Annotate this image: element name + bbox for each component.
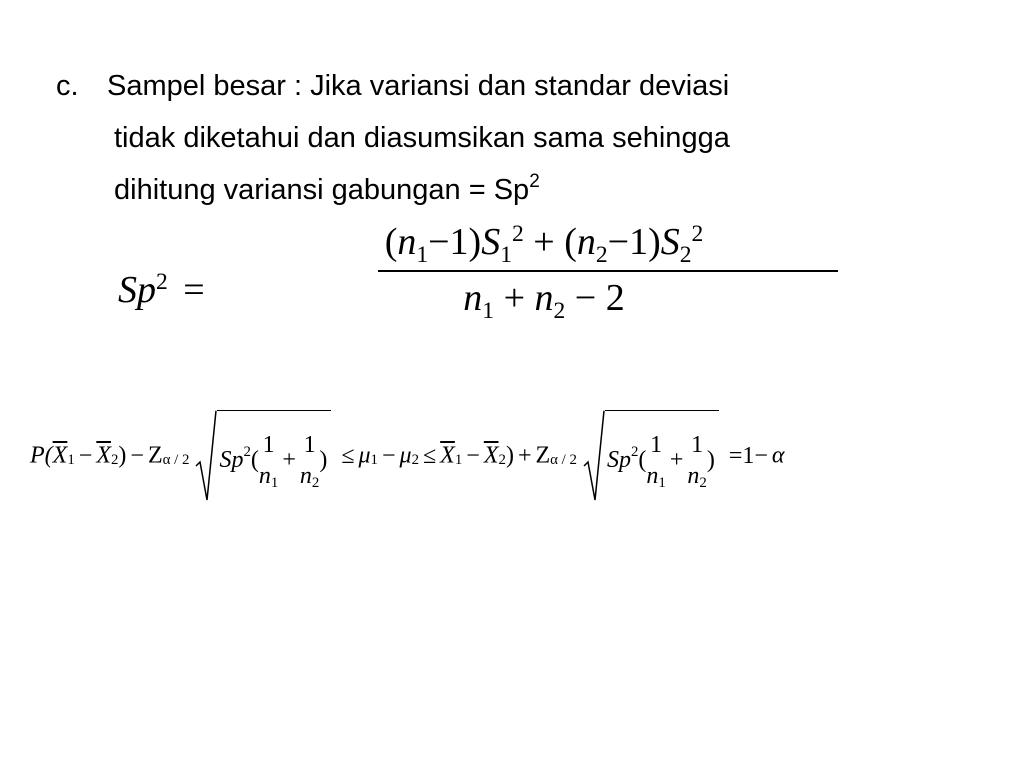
ci-Z-left-sub: α / 2 <box>162 452 190 469</box>
bullet-line-3-superscript: 2 <box>529 171 540 192</box>
ci-Z-right-sub: α / 2 <box>550 452 577 469</box>
bullet-line-1: Sampel besar : Jika variansi dan standar deviasi <box>107 70 730 102</box>
ci-xbar1-right: $\overline{X}$ <box>440 442 455 469</box>
ci-paren-close-right: ) <box>706 447 715 473</box>
ci-frac-1-right <box>646 432 665 490</box>
ci-xbar1-right-sub: 1 <box>454 452 463 469</box>
ci-mu1-sub: 1 <box>370 452 378 469</box>
num-S2-exp: 2 <box>691 221 704 248</box>
den-n1-var: n <box>463 277 483 319</box>
ci-equals-one-minus: =1− <box>728 442 768 469</box>
ci-xbar1-left: $\overline{X}$ <box>52 442 68 469</box>
num-n1-var: n <box>397 221 417 263</box>
ci-plus-left: + <box>282 447 296 473</box>
frac-num: 1 <box>650 431 663 458</box>
bullet-line-2: tidak diketahui dan diasumsikan sama sehingga <box>114 122 730 154</box>
ci-Sp-right-exp: 2 <box>630 443 639 460</box>
ci-radicand-left <box>217 410 331 502</box>
bullet-paragraph <box>56 60 956 216</box>
formula1-lhs <box>118 268 211 312</box>
frac-den-var: n <box>299 462 312 489</box>
num-S1-sub: 1 <box>500 241 512 268</box>
frac-num: 1 <box>691 431 704 458</box>
den-n2-sub: 2 <box>553 297 566 324</box>
ci-Sp-right: Sp <box>606 447 631 473</box>
ci-minus-3: − <box>466 442 480 469</box>
formula1-fraction <box>248 220 840 324</box>
ci-plus-Z: + <box>517 442 532 469</box>
num-n1-sub: 1 <box>416 241 429 268</box>
ci-minus-mu: − <box>381 442 396 469</box>
radical-sign-icon <box>195 410 217 502</box>
confidence-interval-formula <box>30 382 1000 492</box>
num-plus-open: + ( <box>533 221 577 263</box>
ci-leq-2: ≤ <box>423 442 437 469</box>
formula1-denominator <box>248 272 840 324</box>
ci-paren-open-right: ( <box>638 447 647 473</box>
ci-frac-1-left <box>259 432 278 490</box>
frac-den-sub: 1 <box>658 475 666 492</box>
num-S2-var: S <box>660 221 680 263</box>
ci-frac-2-right <box>687 432 706 490</box>
frac-den <box>687 461 706 490</box>
ci-Z-right: Z <box>535 442 551 469</box>
radical-sign-icon <box>583 410 605 502</box>
ci-close-1: ) <box>118 442 127 469</box>
formula1-lhs-exp: 2 <box>156 269 168 296</box>
den-minus-two: − 2 <box>574 277 625 319</box>
formula1-lhs-var: Sp <box>118 269 156 311</box>
num-n2-sub: 2 <box>595 241 608 268</box>
frac-den <box>259 461 278 490</box>
frac-num: 1 <box>303 431 316 458</box>
num-open-paren: ( <box>384 221 398 263</box>
bullet-line-3 <box>56 164 956 216</box>
ci-sqrt-right <box>583 410 719 502</box>
frac-num: 1 <box>262 431 275 458</box>
ci-xbar2-left: $\overline{X}$ <box>96 442 111 469</box>
num-n2-var: n <box>576 221 596 263</box>
num-minus-one-1: −1) <box>428 221 482 263</box>
ci-xbar2-right: $\overline{X}$ <box>483 442 499 469</box>
ci-P-open: P( <box>30 442 53 469</box>
bullet-marker: c. <box>56 70 79 102</box>
ci-paren-open-left: ( <box>250 447 259 473</box>
frac-den-var: n <box>258 462 271 489</box>
formula1-equals: = <box>183 269 205 311</box>
ci-plus-right: + <box>669 447 684 473</box>
ci-Sp-left: Sp <box>219 447 244 473</box>
formula1-numerator <box>248 220 840 270</box>
num-S1-var: S <box>481 221 501 263</box>
ci-paren-close-left: ) <box>319 447 328 473</box>
num-minus-one-2: −1) <box>607 221 661 263</box>
ci-sqrt-left <box>195 410 331 502</box>
frac-den <box>300 461 319 490</box>
frac-den-var: n <box>687 462 700 489</box>
num-S2-sub: 2 <box>679 241 692 268</box>
den-n1-sub: 1 <box>482 297 495 324</box>
ci-frac-2-left <box>300 432 319 490</box>
num-S1-exp: 2 <box>512 221 524 248</box>
ci-minus-2: − <box>130 442 144 469</box>
ci-alpha: α <box>771 442 785 469</box>
den-plus: + <box>503 277 525 319</box>
ci-close-2: ) <box>505 442 514 469</box>
ci-radicand-right <box>605 410 719 502</box>
ci-minus-1: − <box>78 442 93 469</box>
frac-den <box>646 461 665 490</box>
frac-den-sub: 1 <box>270 475 279 492</box>
ci-leq-1: ≤ <box>341 442 355 469</box>
frac-den-sub: 2 <box>699 475 707 492</box>
ci-Sp-left-exp: 2 <box>243 443 251 460</box>
ci-Z-left: Z <box>147 442 163 469</box>
ci-xbar1-left-sub: 1 <box>67 452 75 469</box>
ci-xbar2-right-sub: 2 <box>498 452 506 469</box>
ci-mu1: μ <box>358 442 371 469</box>
bullet-line-3-text: dihitung variansi gabungan = Sp <box>114 174 530 206</box>
ci-xbar2-left-sub: 2 <box>110 452 119 469</box>
ci-mu2: μ <box>399 442 412 469</box>
ci-mu2-sub: 2 <box>411 452 419 469</box>
formula2-row <box>30 410 785 502</box>
den-n2-var: n <box>534 277 554 319</box>
frac-den-var: n <box>646 462 659 489</box>
frac-den-sub: 2 <box>311 475 320 492</box>
